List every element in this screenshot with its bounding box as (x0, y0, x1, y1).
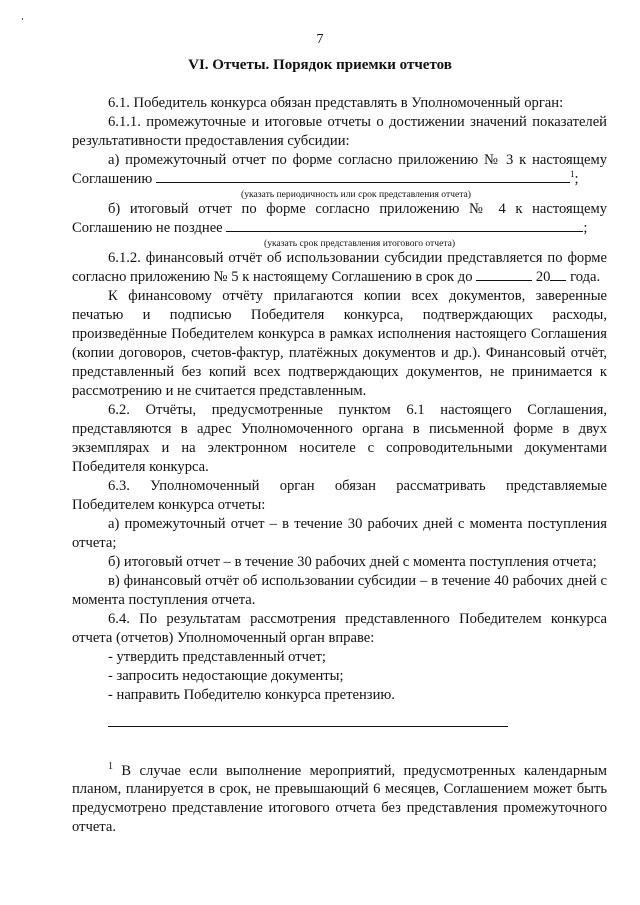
list-item-request: - запросить недостающие документы; (108, 668, 344, 684)
caption-periodicity: (указать периодичность или срок представления отчета) (241, 189, 471, 200)
blank-line (226, 231, 583, 232)
paragraph-6-1-1-a-cont: Соглашению $^1$; (72, 169, 579, 187)
footnote: $^1$ В случае если выполнение мероприятий, предусмотренных календарным планом, планируется в срок, не превышающий 6 месяцев, Соглашением может быть предусмотрено представление итогового отчета без представления промежуточного отчета. (72, 760, 607, 836)
scan-mark (22, 18, 23, 20)
paragraph-6-1-2: 6.1.2. финансовый отчёт об использовании субсидии представляется по форме согласно приложению № 5 к настоящему Соглашению в срок до 20 года. (72, 250, 607, 285)
paragraph-6-1-1-b: б) итоговый отчет по форме согласно приложению № 4 к настоящему (108, 201, 607, 217)
paragraph-6-1-1-b-cont: Соглашению не позднее ; (72, 220, 588, 236)
blank-line (156, 182, 570, 183)
caption-final-deadline: (указать срок представления итогового отчета) (264, 238, 456, 249)
paragraph-attachments: К финансовому отчёту прилагаются копии всех документов, заверенные печатью и подписью Победителя конкурса, подтверждающих расходы, произведённые Победителем конкурса в рамках исполнения настоящего Соглашения (копии договоров, счетов-фактур, платёжных документов и др.). Финансовый отчёт, представленный без копий всех подтверждающих документов, не принимается к рассмотрению и не считается представленным. (72, 288, 607, 399)
blank-line (550, 280, 566, 281)
list-item-claim: - направить Победителю конкурса претензию. (108, 687, 395, 703)
footnote-divider (108, 726, 508, 727)
list-item-approve: - утвердить представленный отчет; (108, 649, 326, 665)
paragraph-6-2: 6.2. Отчёты, предусмотренные пунктом 6.1 настоящего Соглашения, представляются в адрес Уполномоченного органа в письменной форме в двух экземплярах и на электронном носителе с сопроводительными документами Победителя конкурса. (72, 402, 607, 475)
page-number: 7 (316, 32, 324, 47)
paragraph-6-3-a: а) промежуточный отчет – в течение 30 рабочих дней с момента поступления отчета; (72, 516, 607, 551)
paragraph-6-3-c: в) финансовый отчёт об использовании субсидии – в течение 40 рабочих дней с момента поступления отчета. (72, 573, 607, 608)
blank-line (476, 280, 532, 281)
paragraph-6-3: 6.3. Уполномоченный орган обязан рассматривать представляемые Победителем конкурса отчеты: (72, 478, 607, 513)
paragraph-6-1-1-a: а) промежуточный отчет по форме согласно приложению № 3 к настоящему (108, 152, 607, 168)
paragraph-6-1: 6.1. Победитель конкурса обязан представлять в Уполномоченный орган: (108, 95, 564, 111)
paragraph-6-1-1: 6.1.1. промежуточные и итоговые отчеты о достижении значений показателей результативности предоставления субсидии: (72, 114, 607, 149)
paragraph-6-3-b: б) итоговый отчет – в течение 30 рабочих дней с момента поступления отчета; (108, 554, 597, 570)
document-body (72, 94, 607, 705)
section-heading: VI. Отчеты. Порядок приемки отчетов (188, 57, 452, 73)
paragraph-6-4: 6.4. По результатам рассмотрения представленного Победителем конкурса отчета (отчетов) Уполномоченный орган вправе: (72, 611, 607, 646)
